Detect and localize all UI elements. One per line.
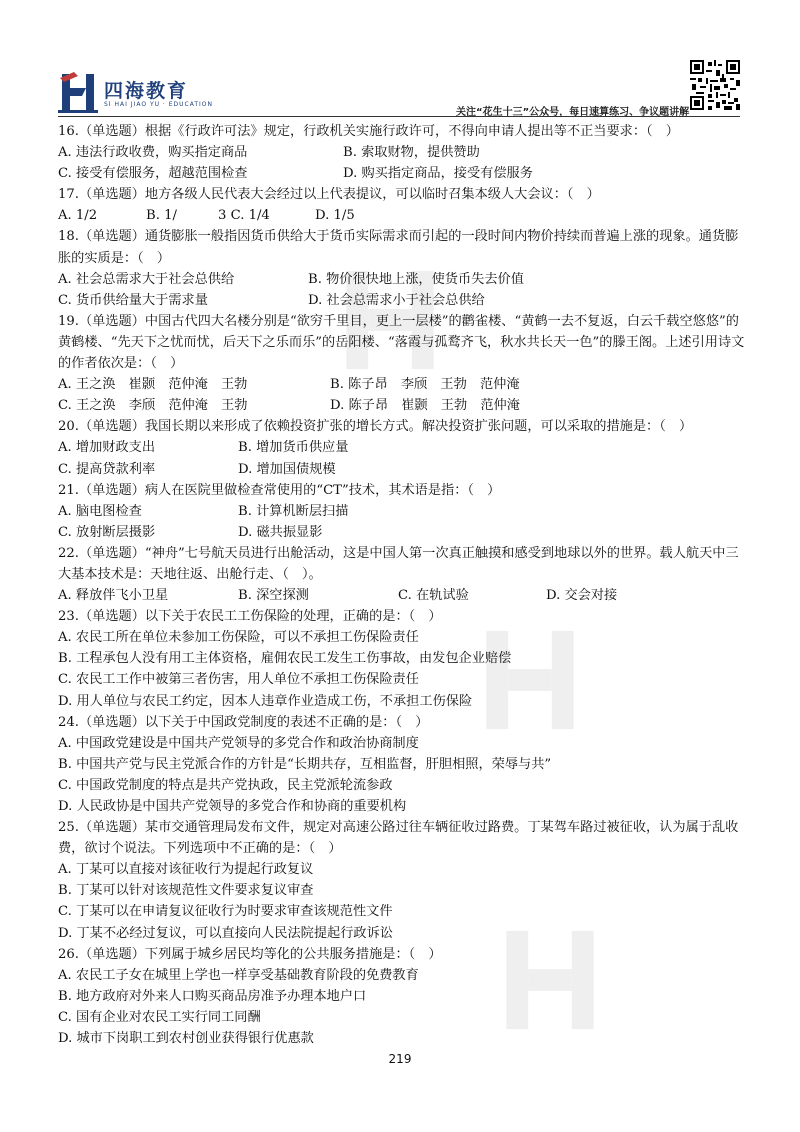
option-c: C. 丁某可以在申请复议征收行为时要求审查该规范性文件 bbox=[58, 904, 393, 920]
option-d: D. 城市下岗职工到农村创业获得银行优惠款 bbox=[58, 1031, 314, 1047]
option-c: C. 中国政党制度的特点是共产党执政，民主党派轮流参政 bbox=[58, 777, 393, 793]
option-b: B. 索取财物，提供赞助 bbox=[343, 145, 480, 161]
option-a: A. 社会总需求大于社会总供给 bbox=[58, 271, 235, 287]
option-d: D. 社会总需求小于社会总供给 bbox=[308, 292, 485, 308]
question-16 bbox=[58, 121, 748, 184]
question-stem: 22.（单选题）“神舟”七号航天员进行出舱活动，这是中国人第一次真正触摸和感受到地球以外的世界。载人航天中三大基本技术是：天地往返、出舱行走、（ ）。 bbox=[58, 545, 739, 582]
option-a: A. 1/2 bbox=[58, 208, 98, 224]
option-b: B. 深空探测 bbox=[238, 588, 309, 604]
question-list bbox=[58, 121, 748, 1049]
page-number: 219 bbox=[388, 1052, 412, 1066]
question-stem: 25.（单选题）某市交通管理局发布文件，规定对高速公路过往车辆征收过路费。丁某驾车路过被征收，认为属于乱收费，欲讨个说法。下列选项中不正确的是：（ ） bbox=[58, 820, 739, 857]
question-21 bbox=[58, 480, 748, 543]
question-26 bbox=[58, 944, 748, 1049]
option-a: A. 王之涣 崔颢 范仲淹 王勃 bbox=[58, 377, 248, 393]
question-18 bbox=[58, 226, 748, 310]
question-stem: 17.（单选题）地方各级人民代表大会经过以上代表提议，可以临时召集本级人大会议：（ ） bbox=[58, 187, 600, 203]
option-a: A. 农民工所在单位未参加工伤保险，可以不承担工伤保险责任 bbox=[58, 630, 419, 646]
option-b: B. 1/ bbox=[146, 208, 177, 224]
option-c: C. 农民工工作中被第三者伤害，用人单位不承担工伤保险责任 bbox=[58, 672, 419, 688]
page-header bbox=[0, 0, 800, 118]
option-b: B. 中国共产党与民主党派合作的方针是“长期共存，互相监督，肝胆相照，荣辱与共” bbox=[58, 756, 552, 772]
question-stem: 18.（单选题）通货膨胀一般指因货币供给大于货币实际需求而引起的一段时间内物价持续而普遍上涨的现象。通货膨胀的实质是：（ ） bbox=[58, 229, 739, 266]
option-a: A. 违法行政收费，购买指定商品 bbox=[58, 145, 248, 161]
option-a: A. 农民工子女在城里上学也一样享受基础教育阶段的免费教育 bbox=[58, 967, 419, 983]
option-d: D. 增加国债规模 bbox=[238, 461, 336, 477]
option-d: D. 丁某不必经过复议，可以直接向人民法院提起行政诉讼 bbox=[58, 925, 393, 941]
question-stem: 19.（单选题）中国古代四大名楼分别是“欲穷千里目，更上一层楼”的鹳雀楼、“黄鹤一去不复返，白云千载空悠悠”的黄鹤楼、“先天下之忧而忧，后天下之乐而乐”的岳阳楼、“落霞与孤鹜齐飞，秋水共长天一色”的滕王阁。上述引用诗文的作者依次是：（ ） bbox=[58, 313, 745, 372]
option-b: B. 陈子昂 李颀 王勃 范仲淹 bbox=[330, 377, 520, 393]
option-b: B. 地方政府对外来人口购买商品房准予办理本地户口 bbox=[58, 988, 367, 1004]
logo-text: 四海教育 bbox=[104, 80, 189, 102]
option-d: D. 人民政协是中国共产党领导的多党合作和协商的重要机构 bbox=[58, 799, 407, 814]
qr-code-icon bbox=[690, 60, 740, 110]
option-c: C. 提高贷款利率 bbox=[58, 461, 156, 477]
logo bbox=[58, 70, 214, 116]
option-a: A. 增加财政支出 bbox=[58, 440, 156, 456]
question-19 bbox=[58, 311, 748, 416]
question-23 bbox=[58, 606, 748, 711]
option-c: C. 放射断层摄影 bbox=[58, 524, 156, 540]
header-slogan: 关注“花生十三”公众号，每日速算练习、争议题讲解 bbox=[456, 107, 690, 118]
option-b: B. 丁某可以针对该规范性文件要求复议审查 bbox=[58, 883, 314, 899]
option-d: D. 交会对接 bbox=[546, 588, 618, 604]
question-stem: 21.（单选题）病人在医院里做检查常使用的“CT”技术，其术语是指：（ ） bbox=[58, 482, 501, 498]
question-stem: 26.（单选题）下列属于城乡居民均等化的公共服务措施是：（ ） bbox=[58, 946, 442, 962]
question-stem: 24.（单选题）以下关于中国政党制度的表述不正确的是：（ ） bbox=[58, 714, 429, 730]
option-c: C. 接受有偿服务，超越范围检查 bbox=[58, 166, 248, 182]
option-c: C. 货币供给量大于需求量 bbox=[58, 292, 208, 308]
option-a: A. 脑电图检查 bbox=[58, 503, 142, 519]
option-a: A. 释放伴飞小卫星 bbox=[58, 588, 169, 604]
question-25 bbox=[58, 817, 748, 944]
option-b: B. 计算机断层扫描 bbox=[238, 503, 349, 519]
option-c: C. 王之涣 李颀 范仲淹 王勃 bbox=[58, 398, 248, 414]
option-b: B. 工程承包人没有用工主体资格，雇佣农民工发生工伤事故，由发包企业赔偿 bbox=[58, 651, 512, 667]
option-d: D. 磁共振显影 bbox=[238, 524, 323, 540]
option-c: 3 C. 1/4 bbox=[218, 208, 270, 224]
option-d: D. 陈子昂 崔颢 王勃 范仲淹 bbox=[330, 398, 520, 414]
question-22 bbox=[58, 543, 748, 606]
question-stem: 23.（单选题）以下关于农民工工伤保险的处理，正确的是：（ ） bbox=[58, 609, 442, 625]
option-d: D. 购买指定商品，接受有偿服务 bbox=[343, 166, 533, 182]
option-c: C. 在轨试验 bbox=[398, 588, 469, 604]
header-divider bbox=[58, 116, 740, 117]
option-d: D. 用人单位与农民工约定，因本人违章作业造成工伤，不承担工伤保险 bbox=[58, 693, 473, 709]
question-17 bbox=[58, 184, 748, 226]
question-24 bbox=[58, 712, 748, 817]
logo-subtitle: SI HAI JIAO YU · EDUCATION bbox=[104, 101, 214, 108]
logo-mark-icon bbox=[58, 70, 98, 114]
question-stem: 16.（单选题）根据《行政许可法》规定，行政机关实施行政许可，不得向申请人提出等不正当要求：（ ） bbox=[58, 124, 679, 139]
question-stem: 20.（单选题）我国长期以来形成了依赖投资扩张的增长方式。解决投资扩张问题，可以采取的措施是：（ ） bbox=[58, 419, 693, 435]
option-a: A. 丁某可以直接对该征收行为提起行政复议 bbox=[58, 862, 314, 878]
option-b: B. 物价很快地上涨，使货币失去价值 bbox=[308, 271, 524, 287]
question-20 bbox=[58, 416, 748, 479]
option-a: A. 中国政党建设是中国共产党领导的多党合作和政治协商制度 bbox=[58, 735, 419, 751]
option-c: C. 国有企业对农民工实行同工同酬 bbox=[58, 1009, 261, 1025]
option-b: B. 增加货币供应量 bbox=[238, 440, 349, 456]
option-d: D. 1/5 bbox=[315, 208, 355, 224]
